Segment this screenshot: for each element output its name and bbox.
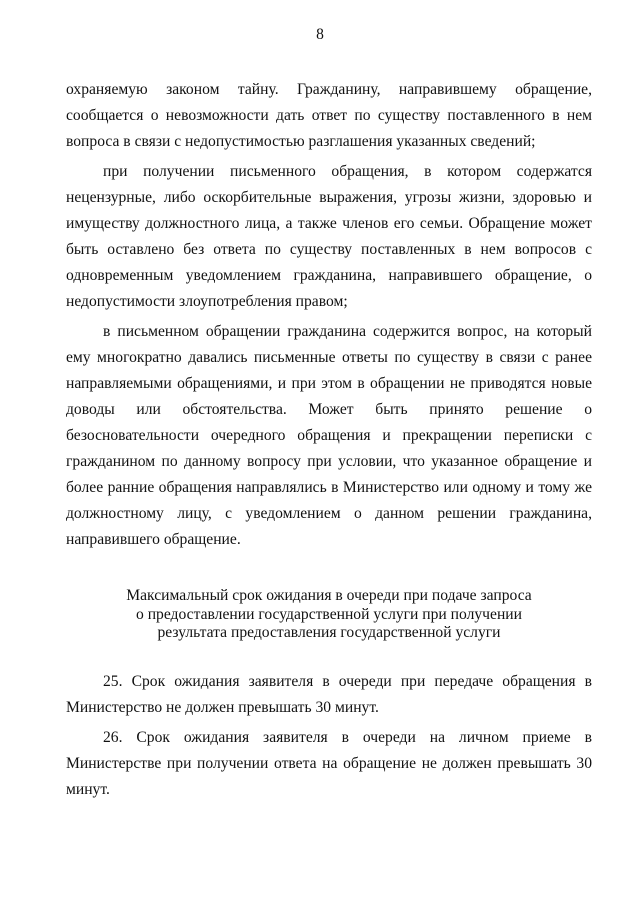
section-heading-line: результата предоставления государственной услуги [157, 624, 501, 641]
section-heading-line: Максимальный срок ожидания в очереди при подаче запроса [126, 587, 532, 604]
document-body [66, 77, 592, 803]
section-heading-line: о предоставлении государственной услуги при получении [136, 605, 522, 623]
clause-26: 26. Срок ожидания заявителя в очереди на личном приеме в Министерстве при получении ответа на обращение не должен превышать 30 минут. [66, 728, 592, 798]
paragraph-obscene-language: при получении письменного обращения, в котором содержатся нецензурные, либо оскорбительные выражения, угрозы жизни, здоровью и имуществу должностного лица, а также членов его семьи. Обращение может быть оставлено без ответа по существу поставленных в нем вопросов с одновременным уведомлением гражданина, направившего обращение, о недопустимости злоупотребления правом; [66, 163, 592, 310]
page-number: 8 [316, 26, 324, 43]
paragraph-repeated-question: в письменном обращении гражданина содержится вопрос, на который ему многократно давались письменные ответы по существу в связи с ранее направляемыми обращениями, и при этом в обращении не приводятся новые доводы или обстоятельства. Может быть принято решение о безосновательности очередного обращения и прекращении переписки с гражданином по данному вопросу при условии, что указанное обращение и более ранние обращения направлялись в Министерство или одному и тому же должностному лицу, с уведомлением о данном решении гражданина, направившего обращение. [66, 323, 592, 548]
paragraph-continuation: охраняемую законом тайну. Гражданину, направившему обращение, сообщается о невозможности дать ответ по существу поставленного в нем вопроса в связи с недопустимостью разглашения указанных сведений; [66, 81, 592, 150]
section-heading [66, 587, 592, 643]
clause-25: 25. Срок ожидания заявителя в очереди при передаче обращения в Министерство не должен превышать 30 минут. [66, 672, 592, 716]
